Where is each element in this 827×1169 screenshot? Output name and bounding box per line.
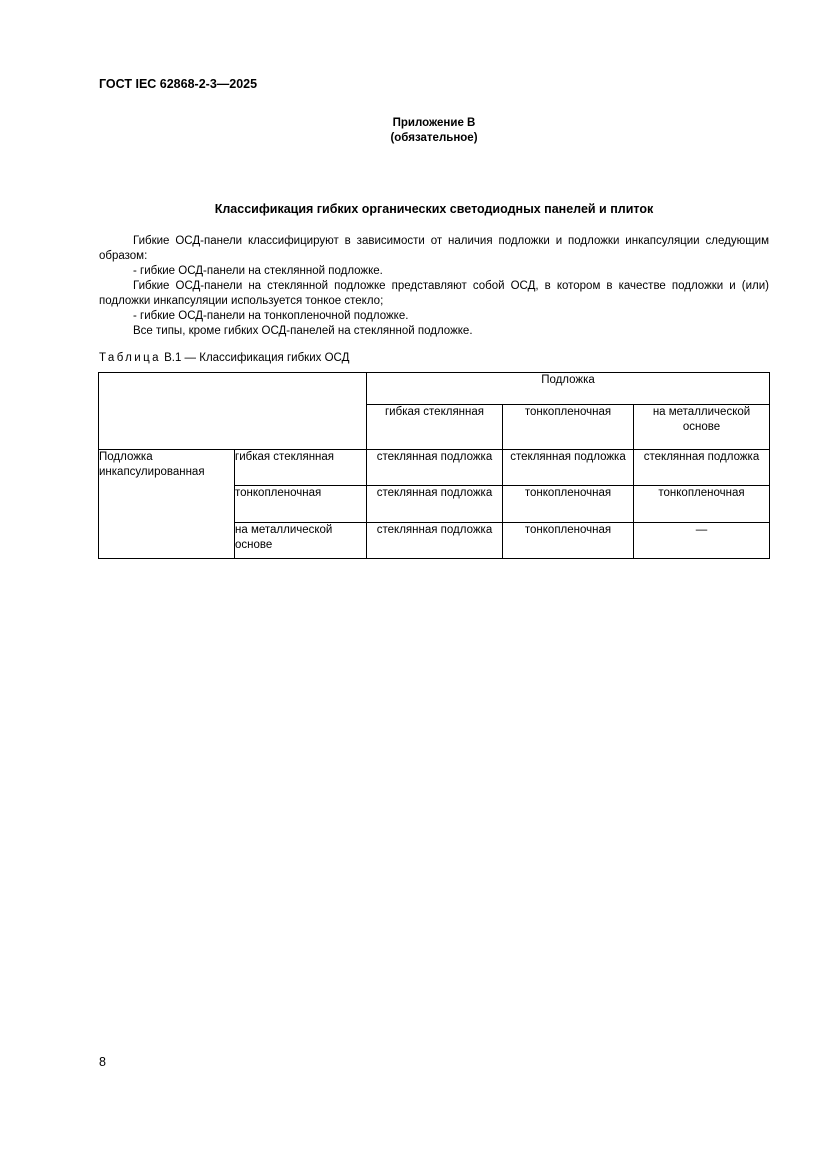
classification-table	[98, 372, 770, 559]
section-title: Классификация гибких органических светодиодных панелей и плиток	[214, 202, 654, 216]
table-cell: стеклянная подложка	[634, 450, 770, 486]
table-caption	[99, 352, 349, 364]
header-group-cell: Подложка	[367, 373, 770, 405]
row-group-label: Подложка инкапсулированная	[99, 450, 235, 559]
document-header: ГОСТ IEC 62868-2-3—2025	[99, 77, 258, 91]
table-header-row	[99, 373, 770, 405]
paragraph-5: Все типы, кроме гибких ОСД-панелей на стеклянной подложке.	[133, 325, 473, 337]
paragraph-1: Гибкие ОСД-панели классифицируют в зависимости от наличия подложки и подложки инкапсуляции следующим образом:	[99, 235, 769, 262]
row-label: гибкая стеклянная	[235, 450, 367, 486]
table-corner-cell	[99, 373, 367, 450]
paragraph-3: Гибкие ОСД-панели на стеклянной подложке представляют собой ОСД, в котором в качестве подложки и (или) подложки инкапсуляции используется тонкое стекло;	[99, 280, 769, 307]
table-cell: тонкопленочная	[634, 486, 770, 523]
annex-heading	[99, 116, 769, 146]
table-cell: стеклянная подложка	[367, 450, 503, 486]
table-cell: —	[634, 523, 770, 559]
table-row	[99, 450, 770, 486]
table-caption-text: В.1 — Классификация гибких ОСД	[164, 352, 350, 364]
paragraph-4: - гибкие ОСД-панели на тонкопленочной подложке.	[133, 310, 409, 322]
body-text	[99, 234, 769, 339]
table-cell: тонкопленочная	[503, 486, 634, 523]
annex-title: Приложение В	[392, 117, 476, 129]
table-cell: стеклянная подложка	[503, 450, 634, 486]
row-label: на металлической основе	[235, 523, 367, 559]
table-caption-label: Таблица	[99, 352, 161, 364]
column-header: тонкопленочная	[503, 405, 634, 450]
column-header: гибкая стеклянная	[367, 405, 503, 450]
page-number: 8	[99, 1055, 106, 1069]
table-cell: стеклянная подложка	[367, 486, 503, 523]
table-cell: тонкопленочная	[503, 523, 634, 559]
table-cell: стеклянная подложка	[367, 523, 503, 559]
column-header: на металлической основе	[634, 405, 770, 450]
paragraph-2: - гибкие ОСД-панели на стеклянной подложке.	[133, 265, 383, 277]
annex-status: (обязательное)	[390, 132, 478, 144]
row-label: тонкопленочная	[235, 486, 367, 523]
